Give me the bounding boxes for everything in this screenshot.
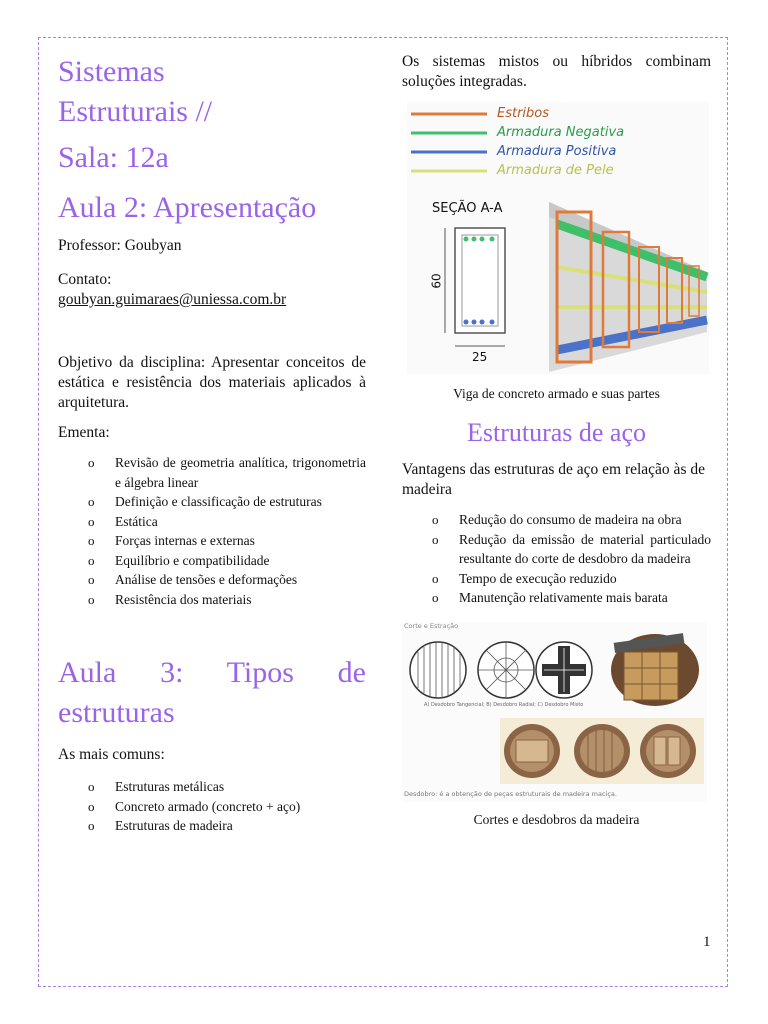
list-item [402,530,711,569]
list-item [58,492,366,512]
list-item [58,590,366,610]
legend-stirrups: Estribos [497,106,550,121]
list-item-text: Estruturas de madeira [115,818,233,833]
common-label: As mais comuns: [58,746,165,763]
list-item [58,453,366,492]
course-title [58,52,366,132]
list-item-text: Tempo de execução reduzido [459,570,617,586]
bullet-icon: o [88,798,95,814]
list-item [58,512,366,532]
legend-positive-rebar: Armadura Positiva [497,144,617,159]
wood-cuts-illustration [402,622,707,802]
bullet-icon: o [432,512,439,527]
legend-negative-rebar: Armadura Negativa [497,125,625,140]
bullet-icon: o [88,552,95,568]
list-item [402,569,711,589]
list-item-text: Equilíbrio e compatibilidade [115,552,270,568]
list-item [58,531,366,551]
list-item-text: Concreto armado (concreto + aço) [115,798,301,814]
course-title-line1: Sistemas [58,55,165,88]
lesson2-heading: Aula 2: Apresentação [58,191,317,224]
list-item-text: Revisão de geometria analítica, trigonometria e álgebra linear [115,455,366,490]
list-item-text: Estática [115,513,158,529]
list-item-text: Estruturas metálicas [115,779,225,794]
list-item-text: Redução do consumo de madeira na obra [459,512,682,527]
bullet-icon: o [432,590,439,605]
list-item [58,551,366,571]
bullet-icon: o [88,779,95,794]
contact-label: Contato: [58,271,112,288]
dimension-height: 60 [429,273,444,289]
objective-text: Objetivo da disciplina: Apresentar conceitos de estática e resistência dos materiais aplicados à arquitetura. [58,354,366,411]
list-item [402,510,711,530]
common-list [58,777,366,836]
wood-caption: Cortes e desdobros da madeira [473,811,640,827]
room-heading: Sala: 12a [58,141,169,174]
list-item [58,797,366,817]
list-item-text: Redução da emissão de material particulado resultante do corte de desdobro da madeira [459,531,711,566]
dimension-width: 25 [472,350,488,364]
left-column [58,52,366,836]
syllabus-list [58,453,366,609]
contact-email-link[interactable]: goubyan.guimaraes@uniessa.com.br [58,291,287,308]
bullet-icon: o [88,494,95,509]
section-label: SEÇÃO A-A [432,201,503,216]
steel-intro: Vantagens das estruturas de aço em relação às de madeira [402,461,705,498]
bullet-icon: o [88,818,95,833]
list-item [58,777,366,797]
bullet-icon: o [88,513,95,529]
bullet-icon: o [432,531,439,547]
bullet-icon: o [88,533,95,548]
legend-skin-rebar: Armadura de Pele [497,163,614,178]
list-item-text: Definição e classificação de estruturas [115,494,322,509]
course-title-line2: Estruturais // [58,95,213,128]
list-item-text: Resistência dos materiais [115,591,252,607]
professor-text: Professor: Goubyan [58,237,182,254]
wood-figure-sub-label: A) Desdobro Tangencial; B) Desdobro Radial; C) Desdobro Misto [424,701,584,708]
bullet-icon: o [432,570,439,586]
list-item [402,588,711,608]
bullet-icon: o [88,455,95,470]
bullet-icon: o [88,591,95,607]
wood-figure-bottom-label: Desdobro: é a obtenção de peças estruturais de madeira maciça. [404,789,617,798]
list-item-text: Forças internas e externas [115,533,255,548]
beam-caption: Viga de concreto armado e suas partes [453,386,660,401]
list-item-text: Análise de tensões e deformações [115,572,298,587]
beam-figure [407,102,709,374]
list-item [58,570,366,590]
hybrid-intro: Os sistemas mistos ou híbridos combinam soluções integradas. [402,53,711,90]
list-item-text: Manutenção relativamente mais barata [459,590,668,605]
lesson3-heading: Aula 3: Tipos de estruturas [58,656,366,729]
beam-legend [497,104,624,180]
page-number: 1 [703,934,711,950]
bullet-icon: o [88,572,95,587]
steel-heading: Estruturas de aço [466,418,647,447]
right-column [402,52,711,828]
steel-advantages-list [402,510,711,608]
syllabus-label: Ementa: [58,424,110,441]
wood-figure-top-label: Corte e Estração [404,621,459,630]
list-item [58,816,366,836]
wood-cuts-figure [402,622,707,802]
